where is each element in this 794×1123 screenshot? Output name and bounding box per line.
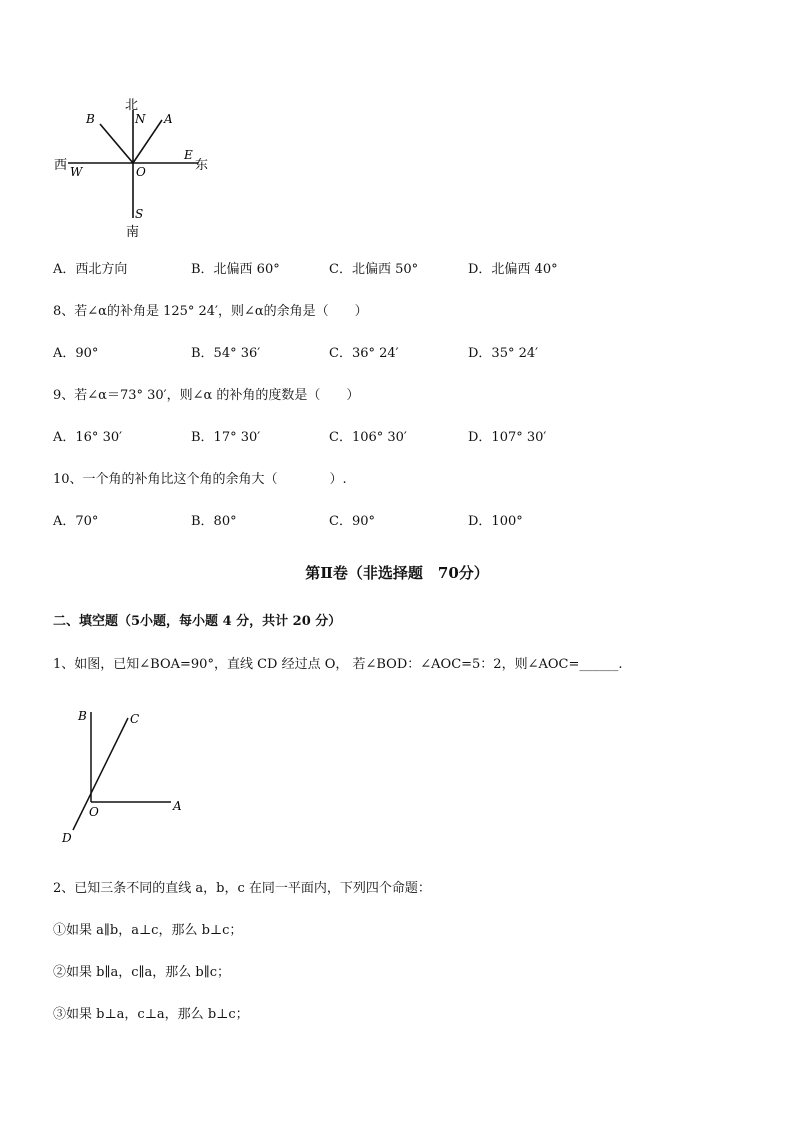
- north-cn-label: 北: [125, 98, 139, 113]
- fill2-item-2: ②如果 b∥a，c∥a，那么 b∥c；: [53, 965, 230, 980]
- fill1-stem: 1、如图，已知∠BOA=90°，直线 CD 经过点 O， 若∠BOD：∠AOC=5：2，则∠AOC=______.: [53, 657, 623, 672]
- label-o: O: [89, 805, 99, 819]
- q8-option-a: A．90°: [53, 346, 99, 361]
- q9-option-d: D．107° 30′: [468, 430, 547, 445]
- ray-oa: [133, 120, 162, 163]
- q7-option-a: A．西北方向: [53, 262, 128, 277]
- q10-stem: 10、一个角的补角比这个角的余角大（ ）.: [53, 472, 347, 487]
- compass-figure: [48, 96, 228, 246]
- label-b: B: [86, 112, 95, 126]
- fill2-item-3: ③如果 b⊥a，c⊥a，那么 b⊥c；: [53, 1007, 249, 1022]
- fill2-stem: 2、已知三条不同的直线 a，b，c 在同一平面内，下列四个命题：: [53, 881, 431, 896]
- q8-stem: 8、若∠α的补角是 125° 24′，则∠α的余角是（ ）: [53, 304, 368, 319]
- q8-option-b: B．54° 36′: [191, 346, 261, 361]
- section-title: 第Ⅱ卷（非选择题 70分）: [305, 564, 489, 582]
- section-subtitle: 二、填空题（5小题，每小题 4 分，共计 20 分）: [53, 614, 342, 629]
- fill2-item-1: ①如果 a∥b，a⊥c，那么 b⊥c；: [53, 923, 243, 938]
- q10-option-b: B．80°: [191, 514, 237, 529]
- q7-option-d: D．北偏西 40°: [468, 262, 558, 277]
- east-cn-label: 东: [195, 158, 209, 173]
- label-a: A: [164, 112, 173, 126]
- q9-option-b: B．17° 30′: [191, 430, 261, 445]
- label-w: W: [70, 165, 83, 179]
- label-c: C: [130, 712, 140, 726]
- q9-stem: 9、若∠α＝73° 30′，则∠α 的补角的度数是（ ）: [53, 388, 360, 403]
- ray-ob: [100, 124, 133, 163]
- label-d: D: [62, 831, 72, 845]
- q9-option-a: A．16° 30′: [53, 430, 123, 445]
- label-s: S: [135, 207, 144, 221]
- label-b: B: [78, 709, 87, 723]
- angle-figure: [56, 704, 196, 849]
- q10-option-c: C．90°: [329, 514, 375, 529]
- q10-option-d: D．100°: [468, 514, 523, 529]
- label-e: E: [184, 148, 193, 162]
- label-n: N: [135, 112, 146, 126]
- south-cn-label: 南: [126, 225, 140, 240]
- label-a: A: [173, 799, 182, 813]
- line-cd: [73, 718, 128, 830]
- west-cn-label: 西: [54, 158, 68, 173]
- q10-option-a: A．70°: [53, 514, 99, 529]
- q7-option-c: C．北偏西 50°: [329, 262, 419, 277]
- q8-option-c: C．36° 24′: [329, 346, 399, 361]
- q7-option-b: B．北偏西 60°: [191, 262, 280, 277]
- label-o: O: [136, 165, 146, 179]
- q8-option-d: D．35° 24′: [468, 346, 539, 361]
- q9-option-c: C．106° 30′: [329, 430, 407, 445]
